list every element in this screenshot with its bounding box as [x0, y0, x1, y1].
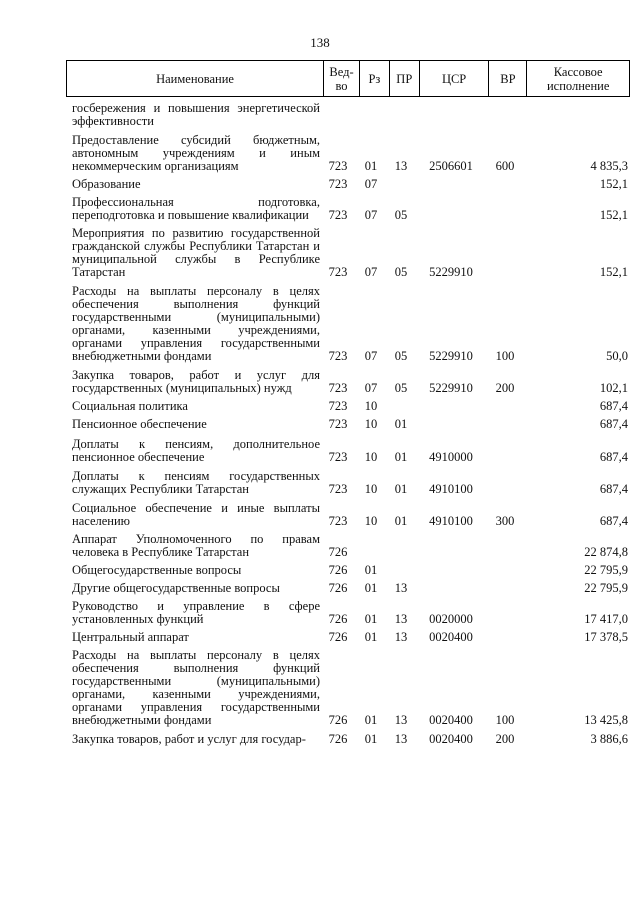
- row-sum: 22 795,9: [584, 563, 628, 577]
- row-csr: 0020400: [429, 630, 473, 644]
- row-pr: 01: [394, 482, 408, 496]
- table-row: [66, 582, 630, 595]
- table-row: [66, 438, 630, 464]
- row-name: госбережения и повышения энергетической эффективности: [72, 101, 320, 128]
- row-sum: 17 378,5: [584, 630, 628, 644]
- row-ved: 726: [328, 732, 348, 746]
- row-rz: 10: [364, 450, 378, 464]
- table-header: [66, 60, 630, 97]
- table-body: [66, 97, 630, 746]
- table-row: [66, 600, 630, 626]
- table-row: [66, 418, 630, 431]
- row-rz: 07: [364, 349, 378, 363]
- row-vr: 600: [495, 159, 515, 173]
- row-name: Аппарат Уполномоченного по правам человека в Республике Татарстан: [72, 532, 320, 559]
- table-row: [66, 102, 630, 128]
- row-name: Центральный аппарат: [72, 630, 189, 644]
- header-rz: Рз: [360, 61, 390, 96]
- row-sum: 152,1: [599, 208, 628, 222]
- row-name: Руководство и управление в сфере установленных функций: [72, 599, 320, 626]
- row-sum: 687,4: [599, 450, 628, 464]
- table-row: [66, 400, 630, 413]
- row-name: Доплаты к пенсиям, дополнительное пенсионное обеспечение: [72, 437, 320, 464]
- header-sum-line1: Кассовое: [553, 64, 603, 79]
- row-sum: 22 795,9: [584, 581, 628, 595]
- header-csr: ЦСР: [420, 61, 490, 96]
- row-ved: 723: [328, 514, 348, 528]
- row-rz: 01: [364, 159, 378, 173]
- row-sum: 4 835,3: [590, 159, 628, 173]
- row-ved: 723: [328, 265, 348, 279]
- header-ved: [324, 61, 360, 96]
- page-number: 138: [310, 35, 330, 50]
- row-name: Социальная политика: [72, 399, 188, 413]
- table-row: [66, 178, 630, 191]
- row-sum: 152,1: [599, 265, 628, 279]
- row-csr: 0020000: [429, 612, 473, 626]
- row-sum: 687,4: [599, 417, 628, 431]
- row-name: Расходы на выплаты персоналу в целях обеспечения выполнения функций государственными (муниципальными) органами, казенными учреждениями, органами управления государственными внебюджетными фондами: [72, 284, 320, 363]
- row-sum: 687,4: [599, 399, 628, 413]
- table-row: [66, 196, 630, 222]
- table-row: [66, 502, 630, 528]
- row-rz: 10: [364, 482, 378, 496]
- header-ved-line1: Вед-: [329, 64, 354, 79]
- row-name: Расходы на выплаты персоналу в целях обеспечения выполнения функций государственными (муниципальными) органами, казенными учреждениями, органами управления государственными внебюджетными фондами: [72, 648, 320, 727]
- row-ved: 726: [328, 563, 348, 577]
- row-pr: 13: [394, 630, 408, 644]
- row-name: Пенсионное обеспечение: [72, 417, 207, 431]
- row-sum: 17 417,0: [584, 612, 628, 626]
- row-sum: 22 874,8: [584, 545, 628, 559]
- row-name: Образование: [72, 177, 141, 191]
- row-rz: 10: [364, 399, 378, 413]
- table-row: [66, 733, 630, 746]
- table-row: [66, 470, 630, 496]
- row-rz: 07: [364, 265, 378, 279]
- row-ved: 726: [328, 581, 348, 595]
- row-pr: 13: [394, 581, 408, 595]
- row-name: Профессиональная подготовка, переподготовка и повышение квалификации: [72, 195, 320, 222]
- table-row: [66, 285, 630, 363]
- row-pr: 13: [394, 713, 408, 727]
- table-row: [66, 533, 630, 559]
- header-sum-line2: исполнение: [546, 78, 610, 93]
- row-rz: 07: [364, 177, 378, 191]
- row-pr: 05: [394, 208, 408, 222]
- row-pr: 13: [394, 159, 408, 173]
- row-csr: 4910000: [429, 450, 473, 464]
- row-vr: 100: [495, 349, 515, 363]
- row-ved: 723: [328, 208, 348, 222]
- row-name: Предоставление субсидий бюджетным, автономным учреждениям и иным некоммерческим организациям: [72, 133, 320, 173]
- row-ved: 726: [328, 630, 348, 644]
- row-rz: 01: [364, 612, 378, 626]
- row-ved: 723: [328, 177, 348, 191]
- row-name: Другие общегосударственные вопросы: [72, 581, 280, 595]
- row-pr: 05: [394, 349, 408, 363]
- row-rz: 01: [364, 732, 378, 746]
- row-name: Закупка товаров, работ и услуг для государ-: [72, 732, 306, 746]
- row-csr: 0020400: [429, 713, 473, 727]
- row-rz: 01: [364, 713, 378, 727]
- row-name: Мероприятия по развитию государственной гражданской службы Республики Татарстан и муниципальной службы в Республике Татарстан: [72, 226, 320, 279]
- row-ved: 723: [328, 381, 348, 395]
- row-csr: 4910100: [429, 482, 473, 496]
- row-rz: 01: [364, 630, 378, 644]
- row-csr: 5229910: [429, 381, 473, 395]
- table-row: [66, 649, 630, 727]
- header-name: Наименование: [67, 61, 324, 96]
- table-row: [66, 369, 630, 395]
- row-sum: 687,4: [599, 482, 628, 496]
- table-row: [66, 134, 630, 173]
- row-vr: 200: [495, 381, 515, 395]
- row-name: Закупка товаров, работ и услуг для государственных (муниципальных) нужд: [72, 368, 320, 395]
- row-pr: 01: [394, 450, 408, 464]
- row-rz: 10: [364, 514, 378, 528]
- row-ved: 726: [328, 713, 348, 727]
- header-ved-line2: во: [335, 78, 348, 93]
- row-sum: 3 886,6: [590, 732, 628, 746]
- header-pr: ПР: [390, 61, 420, 96]
- row-vr: 200: [495, 732, 515, 746]
- row-vr: 100: [495, 713, 515, 727]
- table-row: [66, 227, 630, 279]
- row-csr: 4910100: [429, 514, 473, 528]
- row-pr: 05: [394, 381, 408, 395]
- row-rz: 01: [364, 581, 378, 595]
- table-row: [66, 631, 630, 644]
- row-vr: 300: [495, 514, 515, 528]
- row-ved: 723: [328, 450, 348, 464]
- row-pr: 01: [394, 417, 408, 431]
- row-pr: 05: [394, 265, 408, 279]
- row-sum: 152,1: [599, 177, 628, 191]
- row-pr: 13: [394, 612, 408, 626]
- row-ved: 723: [328, 159, 348, 173]
- row-rz: 10: [364, 417, 378, 431]
- row-name: Доплаты к пенсиям государственных служащих Республики Татарстан: [72, 469, 320, 496]
- row-ved: 726: [328, 545, 348, 559]
- row-ved: 723: [328, 349, 348, 363]
- row-sum: 102,1: [599, 381, 628, 395]
- row-name: Общегосударственные вопросы: [72, 563, 242, 577]
- row-sum: 50,0: [606, 349, 628, 363]
- row-csr: 2506601: [429, 159, 473, 173]
- row-ved: 723: [328, 399, 348, 413]
- header-sum: [527, 61, 629, 96]
- row-ved: 723: [328, 417, 348, 431]
- header-vr: ВР: [489, 61, 527, 96]
- row-pr: 01: [394, 514, 408, 528]
- row-rz: 07: [364, 208, 378, 222]
- row-ved: 726: [328, 612, 348, 626]
- table-row: [66, 564, 630, 577]
- row-name: Социальное обеспечение и иные выплаты населению: [72, 501, 320, 528]
- row-csr: 5229910: [429, 265, 473, 279]
- row-rz: 01: [364, 563, 378, 577]
- row-pr: 13: [394, 732, 408, 746]
- row-sum: 13 425,8: [584, 713, 628, 727]
- row-csr: 0020400: [429, 732, 473, 746]
- row-csr: 5229910: [429, 349, 473, 363]
- row-ved: 723: [328, 482, 348, 496]
- row-rz: 07: [364, 381, 378, 395]
- row-sum: 687,4: [599, 514, 628, 528]
